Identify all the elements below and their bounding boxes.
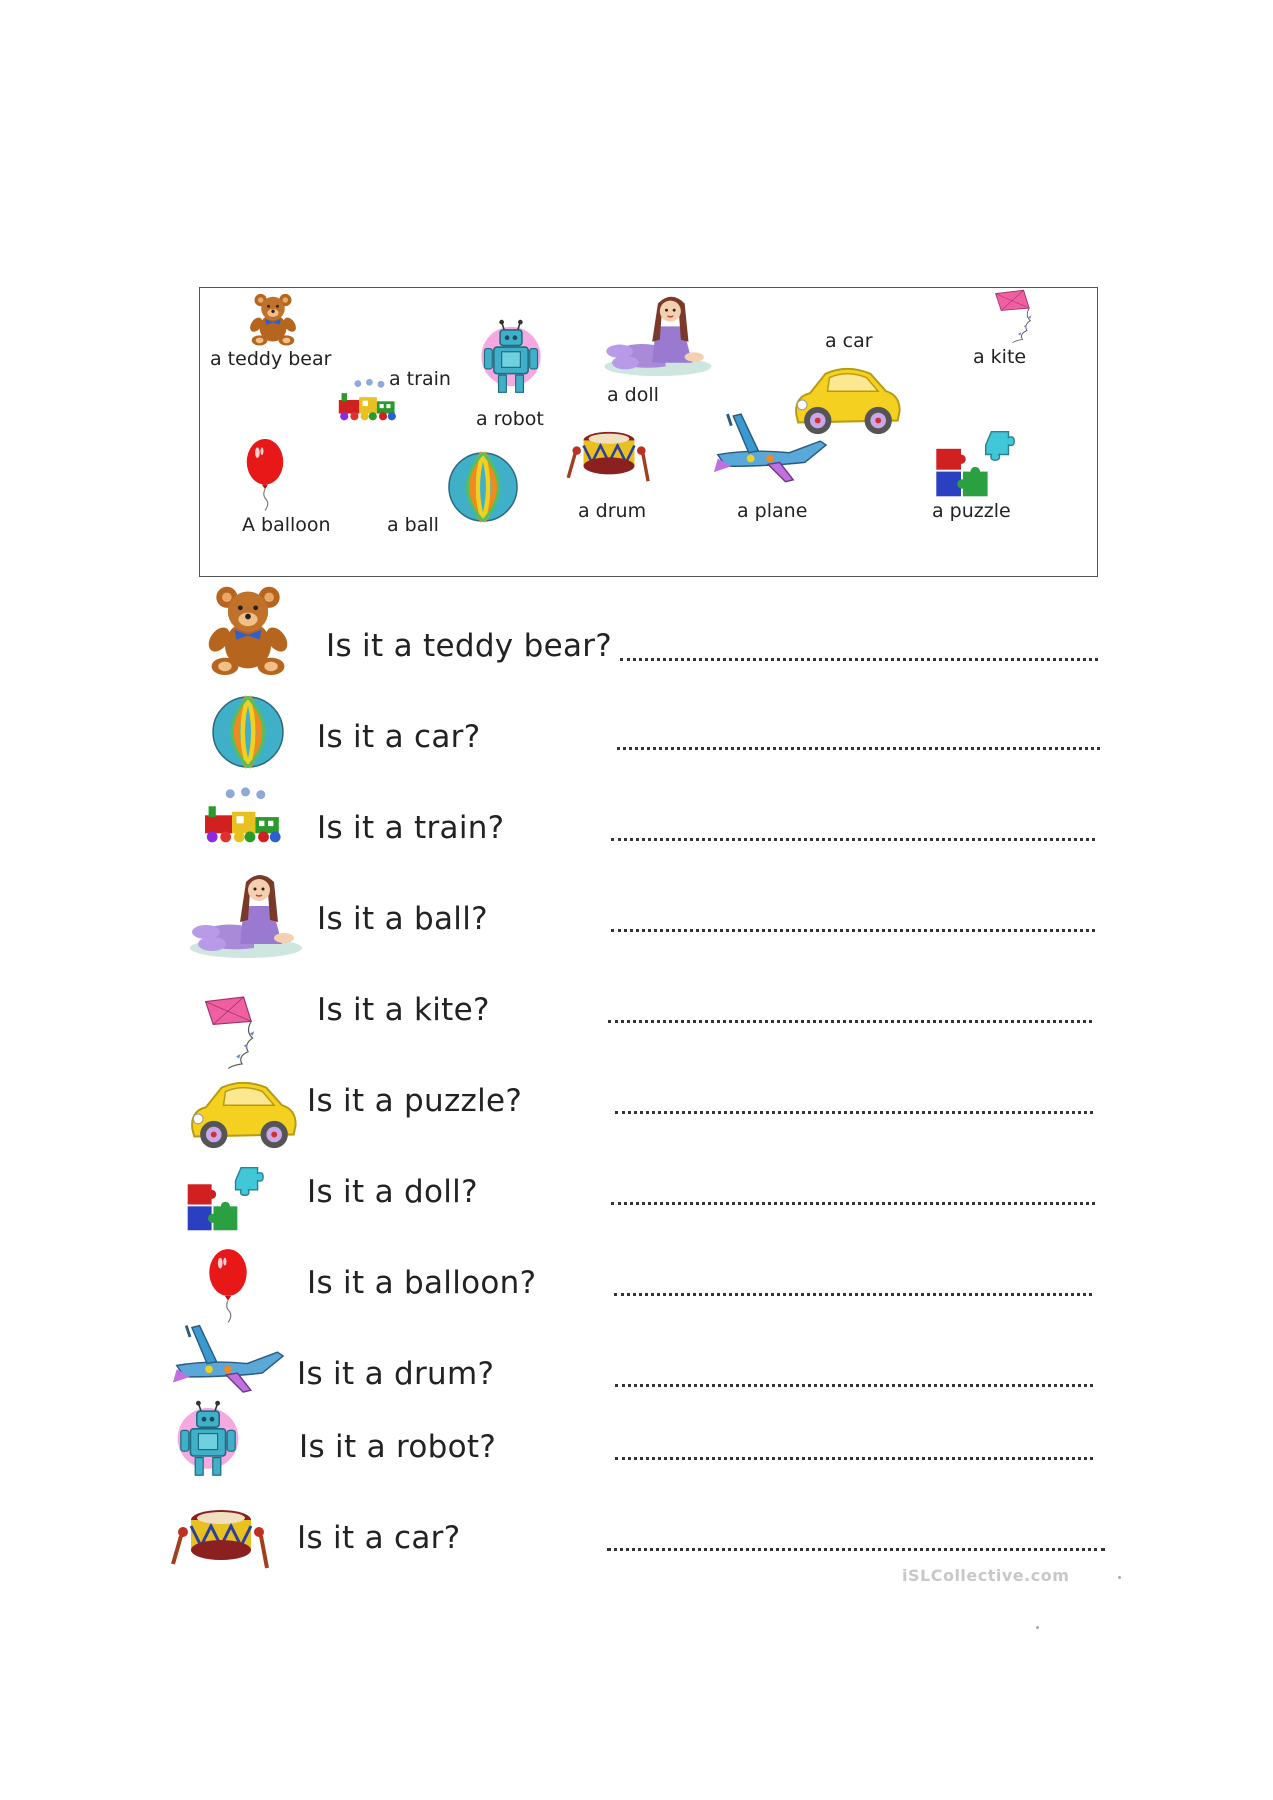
answer-line-9[interactable]: [615, 1380, 1093, 1387]
vocab-label-teddy-bear: a teddy bear: [210, 348, 332, 370]
watermark: iSLCollective.com: [902, 1566, 1070, 1585]
plane-icon: [712, 406, 828, 484]
question-4: Is it a ball?: [317, 901, 488, 937]
vocab-label-ball: a ball: [387, 514, 439, 536]
car-icon: [184, 1076, 302, 1154]
vocab-label-plane: a plane: [737, 500, 808, 522]
plane-icon: [170, 1318, 286, 1394]
question-6: Is it a puzzle?: [307, 1083, 523, 1119]
question-7: Is it a doll?: [307, 1174, 478, 1210]
answer-line-8[interactable]: [614, 1289, 1092, 1296]
question-10: Is it a robot?: [299, 1429, 497, 1465]
question-5: Is it a kite?: [317, 992, 490, 1028]
ball-icon: [446, 450, 520, 524]
answer-line-4[interactable]: [611, 925, 1095, 932]
vocab-label-balloon: A balloon: [242, 514, 331, 536]
answer-line-6[interactable]: [615, 1107, 1093, 1114]
question-3: Is it a train?: [317, 810, 505, 846]
doll-icon: [596, 292, 716, 378]
answer-line-5[interactable]: [608, 1016, 1092, 1023]
vocab-label-doll: a doll: [607, 384, 659, 406]
vocabulary-box: [199, 287, 1098, 577]
question-8: Is it a balloon?: [307, 1265, 537, 1301]
ball-icon: [210, 694, 286, 770]
kite-icon: [978, 288, 1058, 344]
question-9: Is it a drum?: [297, 1356, 495, 1392]
puzzle-icon: [184, 1162, 276, 1236]
robot-icon: [472, 318, 550, 398]
vocab-label-kite: a kite: [973, 346, 1027, 368]
vocab-label-car: a car: [825, 330, 873, 352]
vocab-label-puzzle: a puzzle: [932, 500, 1011, 522]
answer-line-2[interactable]: [617, 743, 1100, 750]
robot-icon: [168, 1392, 248, 1488]
drum-icon: [566, 420, 652, 488]
question-11: Is it a car?: [297, 1520, 461, 1556]
puzzle-icon: [932, 426, 1028, 502]
drum-icon: [170, 1496, 272, 1576]
answer-line-3[interactable]: [611, 834, 1095, 841]
kite-icon: [198, 984, 274, 1080]
answer-line-1[interactable]: [620, 654, 1098, 661]
teddy-bear-icon: [245, 290, 301, 346]
balloon-icon: [204, 1246, 252, 1324]
question-2: Is it a car?: [317, 719, 481, 755]
train-icon: [196, 786, 286, 850]
speck: [1036, 1626, 1039, 1629]
answer-line-11[interactable]: [607, 1544, 1105, 1551]
teddy-bear-icon: [200, 580, 296, 676]
vocab-label-train: a train: [389, 368, 451, 390]
doll-icon: [184, 870, 304, 960]
answer-line-10[interactable]: [615, 1453, 1093, 1460]
vocab-label-drum: a drum: [578, 500, 647, 522]
answer-line-7[interactable]: [611, 1198, 1095, 1205]
vocab-label-robot: a robot: [476, 408, 544, 430]
question-1: Is it a teddy bear?: [326, 628, 613, 664]
speck: [1118, 1576, 1121, 1579]
balloon-icon: [242, 436, 288, 512]
